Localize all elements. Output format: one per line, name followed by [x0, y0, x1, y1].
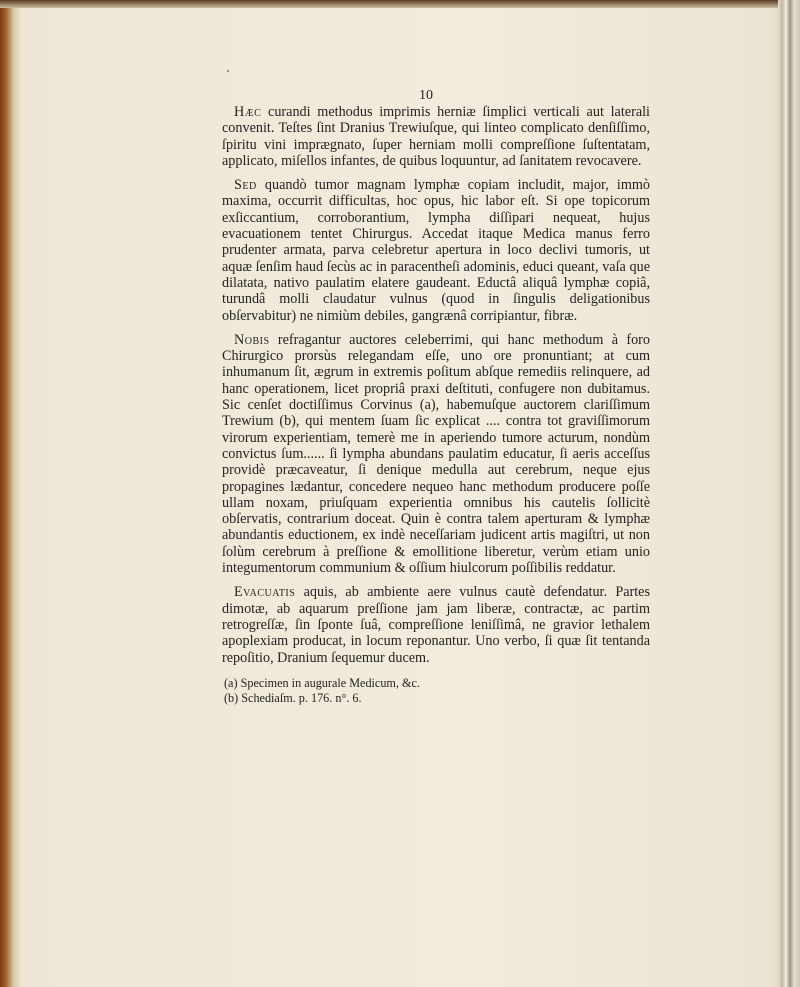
book-page — [222, 90, 650, 706]
ink-speck — [227, 70, 229, 72]
footnote-b: (b) Schediaſm. p. 176. n°. 6. — [224, 690, 362, 705]
paragraph-2 — [222, 177, 650, 324]
paragraph-lead: Nobis — [234, 331, 270, 348]
paragraph-lead: Hæc — [234, 104, 262, 120]
page-number: 10 — [419, 88, 433, 103]
paragraph-text: aquis, ab ambiente aere vulnus cautè defendatur. Partes dimotæ, ab aquarum preſſione jam jam liberæ, contractæ, ac partim retrogreſſæ, ſin ſponte ſuâ, compreſſione leniſſimâ, ne gravior lethalem apoplexiam producat, in locum reponantur. Uno verbo, ſi quæ ſit tentanda repoſitio, Dranium ſequemur ducem. — [222, 584, 650, 666]
page-top-edge — [0, 0, 800, 8]
paragraph-1 — [222, 104, 650, 169]
footnotes — [222, 676, 650, 706]
footnote-a: (a) Specimen in augurale Medicum, &c. — [224, 675, 420, 690]
paragraph-lead: Evacuatis — [234, 584, 296, 601]
paragraph-4 — [222, 584, 650, 665]
paragraph-text: quandò tumor magnam lymphæ copiam includit, major, immò maxima, occurrit difficultas, hoc opus, hic labor eſt. Si ope topicorum exſiccantium, corroborantium, lympha diſſipari nequeat, hujus evacuationem tentet Chirurgus. Accedat itaque Medica manus ferro prudenter armata, parva celebretur apertura in loco declivi tumoris, ut aquæ ſenſim haud ſecùs ac in paracentheſi adominis, educi queant, vaſa que dilatata, nativo paulatim elatere gaudeant. Eductâ aliquâ lymphæ copiâ, turundâ molli claudatur vulnus (quod in ſingulis deligationibus obſervabitur) ne nimiùm debiles, gangrænâ corripiantur, fibræ. — [222, 177, 650, 324]
paragraph-text: refragantur auctores celeberrimi, qui hanc methodum à foro Chirurgico prorsùs relegandam eſſe, uno ore pronuntiant; at cum inhumanum ſit, ægrum in extremis poſitum abſque remediis relinquere, ad hanc operationem, licet propriâ praxi deſtituti, confugere non dubitamus. Sic cenſet doctiſſimus Corvinus (a), habemuſque auctorem clariſſimum Trewium (b), qui mentem ſuam ſic explicat .... contra tot graviſſimorum virorum experientiam, temerè me in aperiendo tumore acturum, nondùm convictus ſum...... ſi lympha abundans paulatim educatur, ſi aeris acceſſus providè præcaveatur, ſi denique medulla aut cerebrum, neque ejus propagines lædantur, concedere nequeo hanc methodum producere poſſe ullam noxam, priuſquam experientia omnibus his cautelis ſollicitè obſervatis, contrarium doceat. Quin è contra talem aperturam & lymphæ abundantis eductionem, ex indè neceſſariam judicent artis magiſtri, ut non ſolùm cerebrum à preſſione & emollitione liberetur, verùm etiam unio integumentorum communium & oſſium hiulcorum poſſibilis reddatur. — [222, 331, 650, 577]
book-spine-edge — [778, 0, 800, 987]
paragraph-3 — [222, 332, 650, 576]
paragraph-lead: Sed — [234, 177, 257, 194]
paragraph-text: curandi methodus imprimis herniæ ſimplici verticali aut laterali convenit. Teſtes ſint Dranius Trewiuſque, qui linteo complicato denſiſſimo, ſpiritu vini imprægnato, ſuper herniam molli compreſſione ſuſtentatam, applicato, miſellos infantes, de quibus loquuntur, ad ſanitatem revocavere. — [222, 104, 650, 169]
